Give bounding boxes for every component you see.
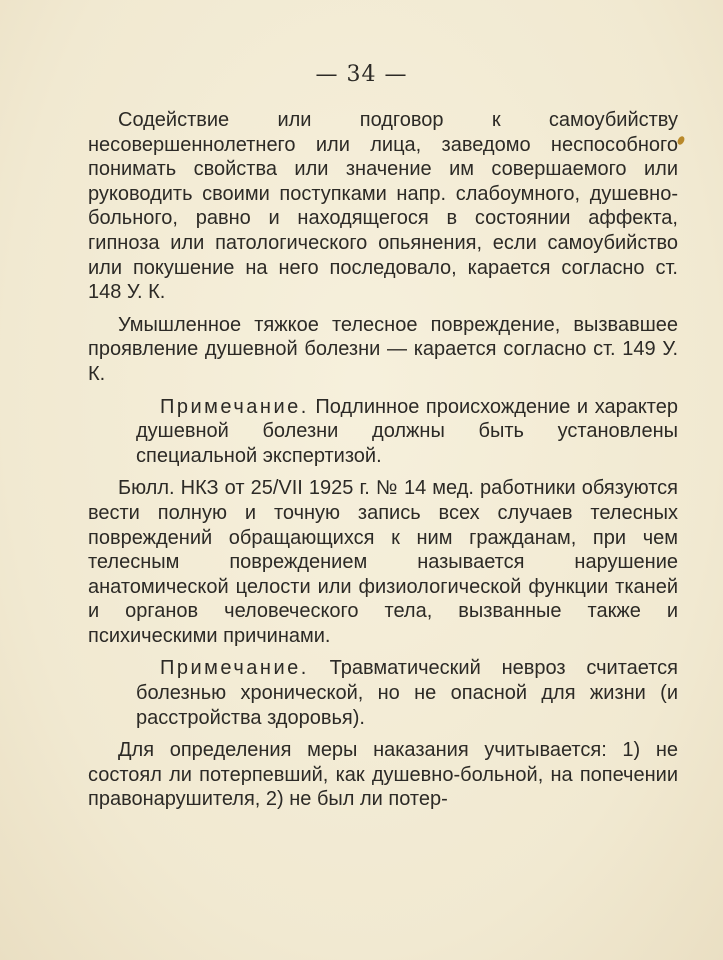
- paragraph-punishment-measure: Для определения меры наказания учитывается: 1) не состоял ли потерпевший, как душевно-больной, на попечении правонарушителя, 2) не был ли потер-: [88, 739, 678, 811]
- note-text: Подлинное происхождение и характер душевной болезни должны быть установлены специальной экспертизой.: [136, 395, 678, 467]
- paragraph-bodily-injury: Умышленное тяжкое телесное повреждение, вызвавшее проявление душевной болезни — карается согласно ст. 149 У. К.: [88, 313, 678, 385]
- note-text: Травматический невроз считается болезнью хронической, но не опасной для жизни (и расстройства здоровья).: [136, 657, 678, 729]
- note-origin-of-illness: [136, 395, 678, 469]
- page-body: [88, 108, 678, 820]
- note-label: Примечание.: [160, 395, 309, 418]
- page-number: — 34 —: [315, 62, 408, 87]
- note-traumatic-neurosis: [136, 656, 678, 730]
- paragraph-bulletin-nkz: Бюлл. НКЗ от 25/VII 1925 г. № 14 мед. работники обязуются вести полную и точную запись всех случаев телесных повреждений обращающихся к ним гражданам, при чем телесным повреждением называется нарушение анатомической целости или физиологической функции тканей и органов человеческого тела, вызванные также и психическими причинами.: [88, 477, 678, 647]
- paragraph-assisting-suicide: Содействие или подговор к самоубийству несовершеннолетнего или лица, заведомо неспособного понимать свойства или значение им совершаемого или руководить своими поступками напр. слабоумного, душевно-больного, равно и находящегося в состоянии аффекта, гипноза или патологического опьянения, если самоубийство или покушение на него последовало, карается согласно ст. 148 У. К.: [88, 109, 678, 304]
- note-label: Примечание.: [160, 657, 309, 680]
